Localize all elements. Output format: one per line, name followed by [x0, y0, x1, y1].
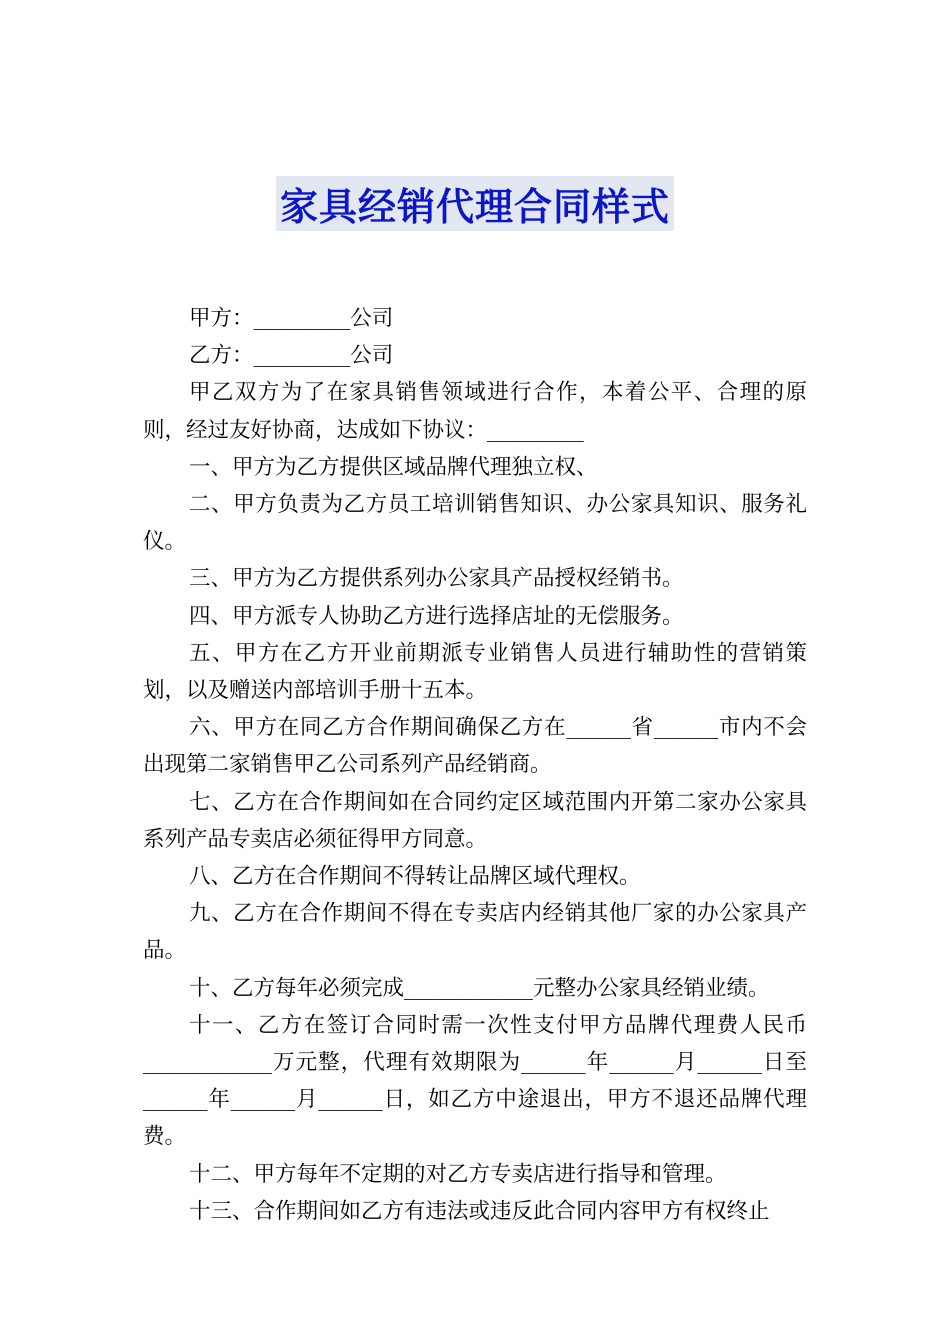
clause-5: 五、甲方在乙方开业前期派专业销售人员进行辅助性的营销策划，以及赠送内部培训手册十五本。 [143, 640, 807, 704]
clause-4: 四、甲方派专人协助乙方进行选择店址的无偿服务。 [189, 603, 684, 629]
clause-9: 九、乙方在合作期间不得在专卖店内经销其他厂家的办公家具产品。 [143, 901, 807, 964]
clause-13: 十三、合作期间如乙方有违法或违反此合同内容甲方有权终止 [189, 1198, 770, 1224]
clause-3: 三、甲方为乙方提供系列办公家具产品授权经销书。 [189, 566, 684, 592]
clause-7: 七、乙方在合作期间如在合同约定区域范围内开第二家办公家具系列产品专卖店必须征得甲方同意。 [143, 789, 807, 852]
document-title: 家具经销代理合同样式 [276, 176, 674, 231]
preamble-paragraph: 甲乙双方为了在家具销售领域进行合作，本着公平、合理的原则，经过友好协商，达成如下协议：_________ [143, 380, 807, 443]
clause-10: 十、乙方每年必须完成____________元整办公家具经销业绩。 [189, 975, 770, 1001]
clause-6: 六、甲方在同乙方合作期间确保乙方在______省______市内不会出现第二家销售甲乙公司系列产品经销商。 [143, 715, 807, 778]
clause-11: 十一、乙方在签订合同时需一次性支付甲方品牌代理费人民币____________万元整，代理有效期限为______年______月______日至______年______月______日，如乙方中途退出，甲方不退还品牌代理费。 [143, 1012, 807, 1150]
document-title-wrap [0, 176, 950, 231]
party-a-line: 甲方：_________公司 [189, 306, 394, 331]
clause-1: 一、甲方为乙方提供区域品牌代理独立权、 [189, 454, 598, 480]
document-body [143, 300, 807, 1230]
clause-12: 十二、甲方每年不定期的对乙方专卖店进行指导和管理。 [189, 1161, 727, 1187]
party-b-line: 乙方：_________公司 [189, 343, 394, 369]
clause-8: 八、乙方在合作期间不得转让品牌区域代理权。 [189, 864, 641, 890]
clause-2: 二、甲方负责为乙方员工培训销售知识、办公家具知识、服务礼仪。 [143, 492, 807, 555]
